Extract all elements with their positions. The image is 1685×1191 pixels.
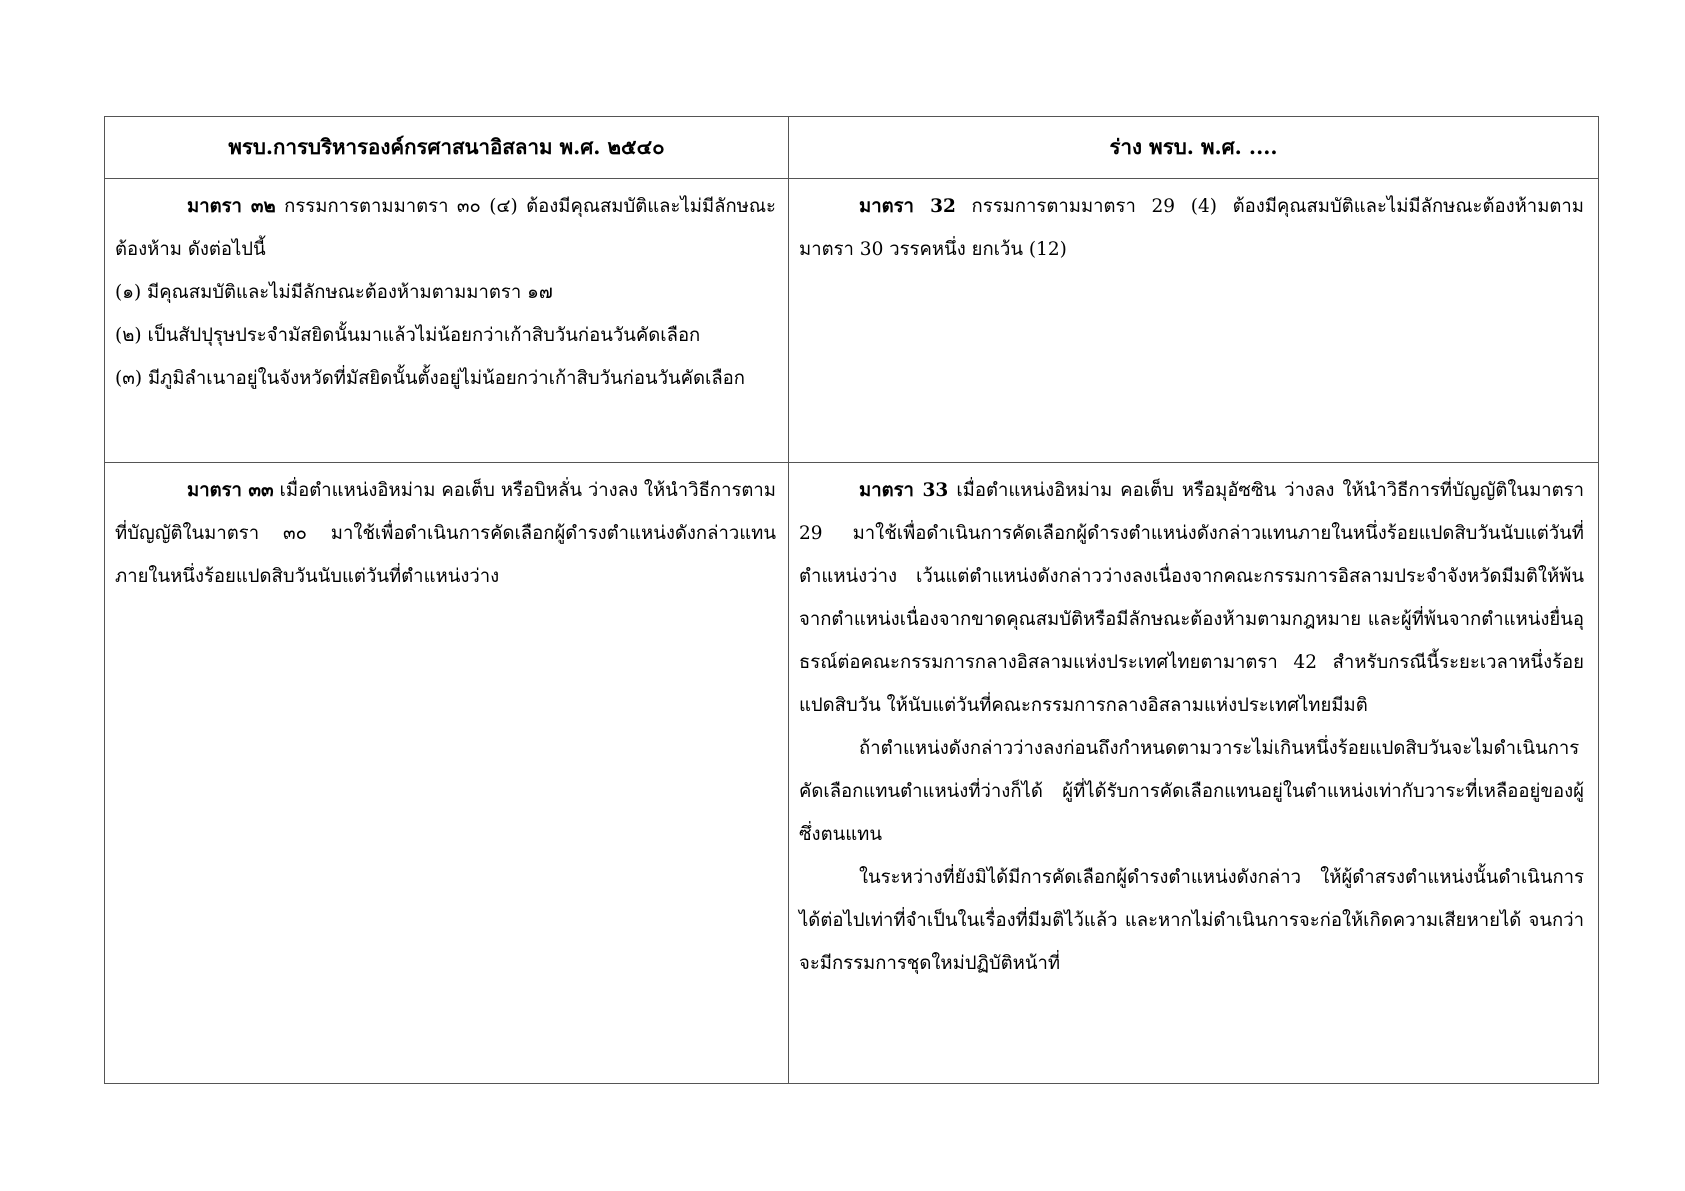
section-label: มาตรา ๓๒ [187,196,276,217]
section-text: กรรมการตามมาตรา ๓๐ (๔) ต้องมีคุณสมบัติและไม่มีลักษณะต้องห้าม ดังต่อไปนี้ [115,196,776,260]
section-paragraph: ในระหว่างที่ยังมิได้มีการคัดเลือกผู้ดำรงตำแหน่งดังกล่าว ให้ผู้ดำสรงตำแหน่งนั้นดำเนินการได้ต่อไปเท่าที่จำเป็นในเรื่องที่มีมติไว้แล้ว และหากไม่ดำเนินการจะก่อให้เกิดความเสียหายได้ จนกว่าจะมีกรรมการชุดใหม่ปฏิบัติหน้าที่ [799,867,1584,974]
cell-current-section-32 [105,179,789,463]
section-text: กรรมการตามมาตรา 29 (4) ต้องมีคุณสมบัติและไม่มีลักษณะต้องห้ามตามมาตรา 30 วรรคหนึ่ง ยกเว้น (12) [799,196,1584,260]
section-paragraph [115,185,776,271]
table-header-row [105,117,1599,179]
cell-draft-section-33 [789,463,1599,1084]
table-row [105,463,1599,1084]
section-label: มาตรา ๓๓ [187,480,274,501]
section-text: เมื่อตำแหน่งอิหม่าม คอเต็บ หรือบิหลั่น ว่างลง ให้นำวิธีการตามที่บัญญัติในมาตรา ๓๐ มาใช้เพื่อดำเนินการคัดเลือกผู้ดำรงตำแหน่งดังกล่าวแทนภายในหนึ่งร้อยแปดสิบวันนับแต่วันที่ตำแหน่งว่าง [115,480,777,587]
header-current-law: พรบ.การบริหารองค์กรศาสนาอิสลาม พ.ศ. ๒๕๔๐ [105,117,789,179]
section-label: มาตรา 32 [859,196,956,217]
cell-current-section-33 [105,463,789,1084]
cell-draft-section-32 [789,179,1599,463]
list-item: (๓) มีภูมิลำเนาอยู่ในจังหวัดที่มัสยิดนั้นตั้งอยู่ไม่น้อยกว่าเก้าสิบวันก่อนวันคัดเลือก [115,368,745,389]
section-paragraph [799,185,1584,271]
comparison-table [104,116,1599,1084]
section-label: มาตรา 33 [859,480,949,501]
section-text: เมื่อตำแหน่งอิหม่าม คอเต็บ หรือมุอัซซิน ว่างลง ให้นำวิธีการที่บัญญัติในมาตรา 29 มาใช้เพื่อดำเนินการคัดเลือกผู้ดำรงตำแหน่งดังกล่าวแทนภายในหนึ่งร้อยแปดสิบวันนับแต่วันที่ตำแหน่งว่าง เว้นแต่ตำแหน่งดังกล่าวว่างลงเนื่องจากคณะกรรมการอิสลามประจำจังหวัดมีมติให้พ้นจากตำแหน่งเนื่องจากขาดคุณสมบัติหรือมีลักษณะต้องห้ามตามกฎหมาย และผู้ที่พ้นจากตำแหน่งยื่นอุธรณ์ต่อคณะกรรมการกลางอิสลามแห่งประเทศไทยตามาตรา 42 สำหรับกรณีนี้ระยะเวลาหนึ่งร้อยแปดสิบวัน ให้นับแต่วันที่คณะกรรมการกลางอิสลามแห่งประเทศไทยมีมติ [799,480,1585,716]
list-item: (๒) เป็นสัปปุรุษประจำมัสยิดนั้นมาแล้วไม่น้อยกว่าเก้าสิบวันก่อนวันคัดเลือก [115,325,701,346]
list-item: (๑) มีคุณสมบัติและไม่มีลักษณะต้องห้ามตามมาตรา ๑๗ [115,282,553,303]
table-row [105,179,1599,463]
section-paragraph [115,469,776,598]
header-draft-law: ร่าง พรบ. พ.ศ. .... [789,117,1599,179]
section-paragraph [799,469,1584,727]
section-paragraph: ถ้าตำแหน่งดังกล่าวว่างลงก่อนถึงกำหนดตามวาระไม่เกินหนึ่งร้อยแปดสิบวันจะไมดำเนินการคัดเลือกแทนตำแหน่งที่ว่างก็ได้ ผู้ที่ได้รับการคัดเลือกแทนอยู่ในตำแหน่งเท่ากับวาระที่เหลืออยู่ของผู้ซึ่งตนแทน [799,738,1584,845]
